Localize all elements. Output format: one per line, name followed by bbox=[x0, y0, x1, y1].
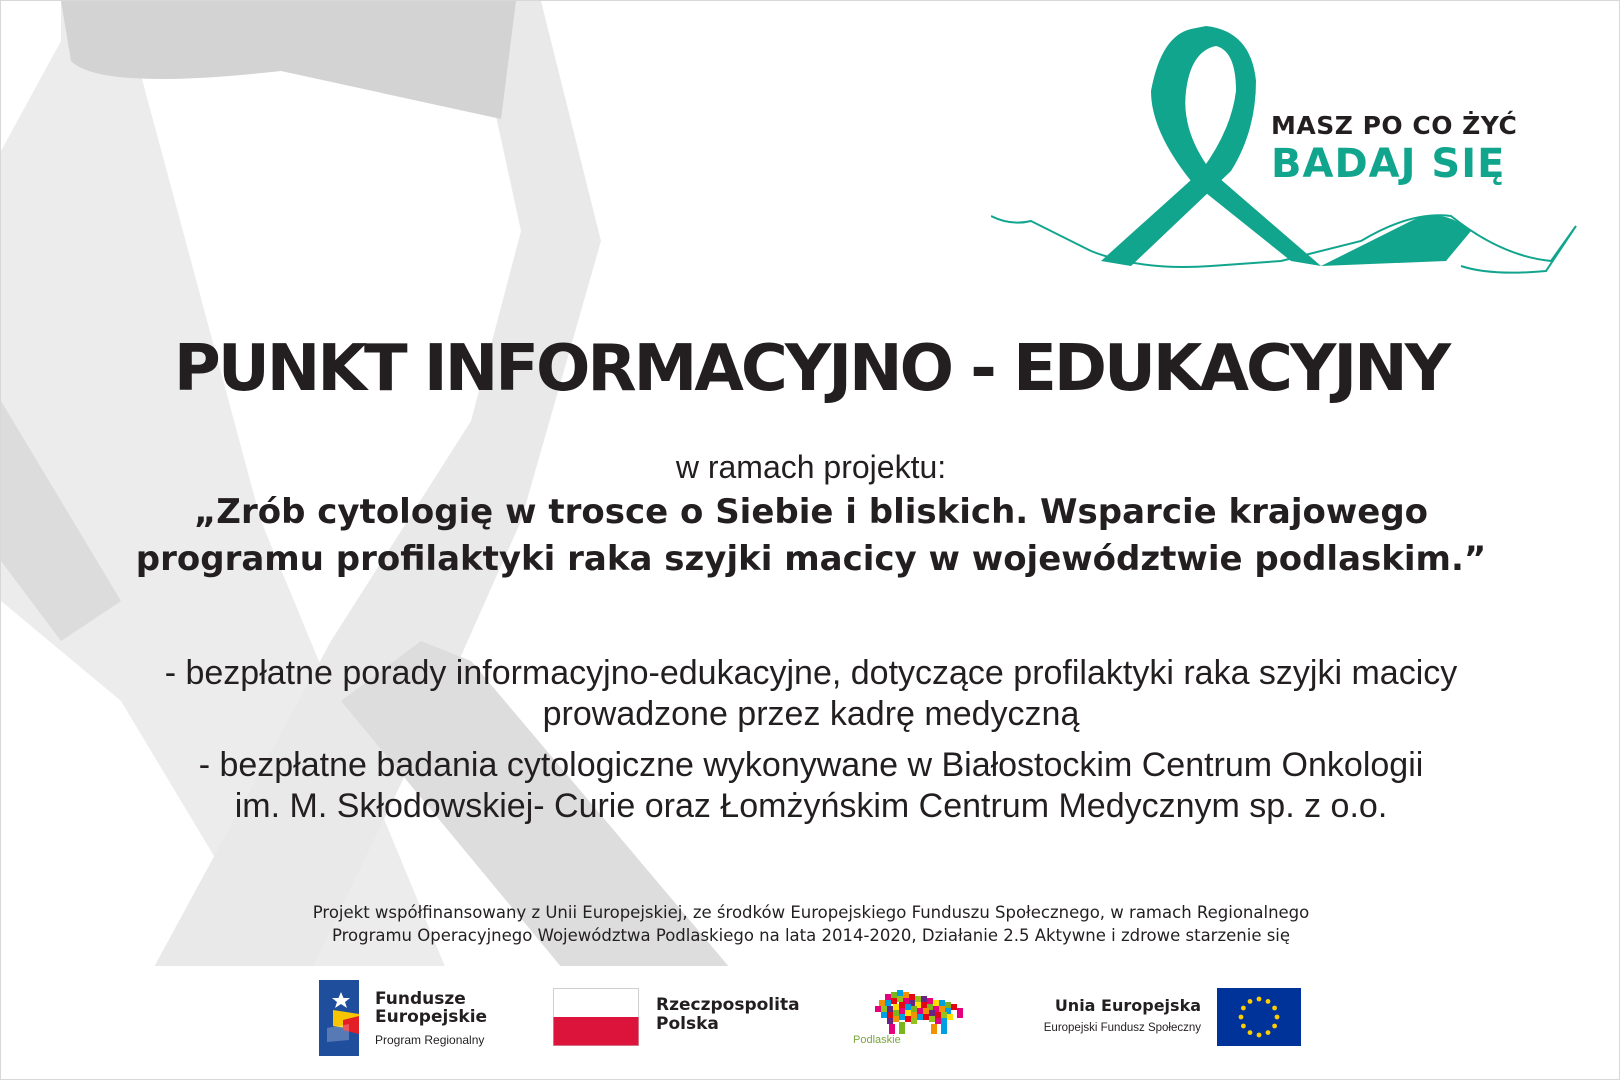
podlaskie-bison-icon bbox=[875, 988, 975, 1036]
list-item-line1: - bezpłatne badania cytologiczne wykonywane w Białostockim Centrum Onkologii bbox=[198, 746, 1424, 784]
brand-slogan-line2: BADAJ SIĘ bbox=[1271, 141, 1506, 187]
project-name-line2: programu profilaktyki raka szyjki macicy w województwie podlaskim.” bbox=[135, 539, 1487, 579]
brand-slogan bbox=[1271, 111, 1591, 187]
cofinancing-note bbox=[1, 901, 1620, 947]
project-intro: w ramach projektu: bbox=[675, 449, 947, 485]
page-title: PUNKT INFORMACYJNO - EDUKACYJNY bbox=[173, 332, 1449, 406]
cofinancing-note-line1: Projekt współfinansowany z Unii Europejskiej, ze środków Europejskiego Funduszu Społecznego, w ramach Regionalnego bbox=[312, 903, 1310, 922]
podlaskie-label: Podlaskie bbox=[853, 1034, 901, 1046]
ue-subtitle: Europejski Fundusz Społeczny bbox=[1043, 1022, 1201, 1034]
eu-flag-icon bbox=[1217, 988, 1301, 1046]
funding-logos-bar bbox=[1, 966, 1620, 1076]
list-item bbox=[61, 653, 1561, 735]
fundusze-title-line1: Fundusze bbox=[375, 989, 466, 1009]
polska-title-line1: Rzeczpospolita bbox=[656, 995, 800, 1015]
list-item-line2: im. M. Skłodowskiej- Curie oraz Łomżyńskim Centrum Medycznym sp. z o.o. bbox=[234, 787, 1388, 825]
polska-title-line2: Polska bbox=[656, 1014, 719, 1034]
polska-text bbox=[656, 996, 800, 1034]
brand-slogan-line1: MASZ PO CO ŻYĆ bbox=[1271, 111, 1518, 140]
unia-europejska-text bbox=[1021, 996, 1201, 1036]
list-item-line2: prowadzone przez kadrę medyczną bbox=[542, 695, 1080, 733]
polish-flag-icon bbox=[553, 988, 639, 1046]
podlaskie-logo bbox=[851, 988, 971, 1050]
list-item bbox=[61, 745, 1561, 827]
fundusze-europejskie-icon bbox=[319, 980, 365, 1056]
fundusze-europejskie-logo bbox=[319, 980, 519, 1056]
fundusze-europejskie-text bbox=[375, 990, 487, 1048]
fundusze-subtitle: Program Regionalny bbox=[375, 1033, 485, 1047]
rzeczpospolita-polska-logo bbox=[553, 988, 813, 1048]
ue-title: Unia Europejska bbox=[1054, 996, 1201, 1015]
fundusze-title-line2: Europejskie bbox=[375, 1007, 488, 1027]
cofinancing-note-line2: Programu Operacyjnego Województwa Podlaskiego na lata 2014-2020, Działanie 2.5 Aktywne i zdrowe starzenie się bbox=[331, 926, 1291, 945]
project-name-line1: „Zrób cytologię w trosce o Siebie i bliskich. Wsparcie krajowego bbox=[193, 492, 1429, 532]
project-name bbox=[101, 489, 1521, 583]
unia-europejska-logo bbox=[1021, 988, 1311, 1052]
list-item-line1: - bezpłatne porady informacyjno-edukacyjne, dotyczące profilaktyki raka szyjki macicy bbox=[164, 654, 1458, 692]
services-list bbox=[61, 653, 1561, 837]
